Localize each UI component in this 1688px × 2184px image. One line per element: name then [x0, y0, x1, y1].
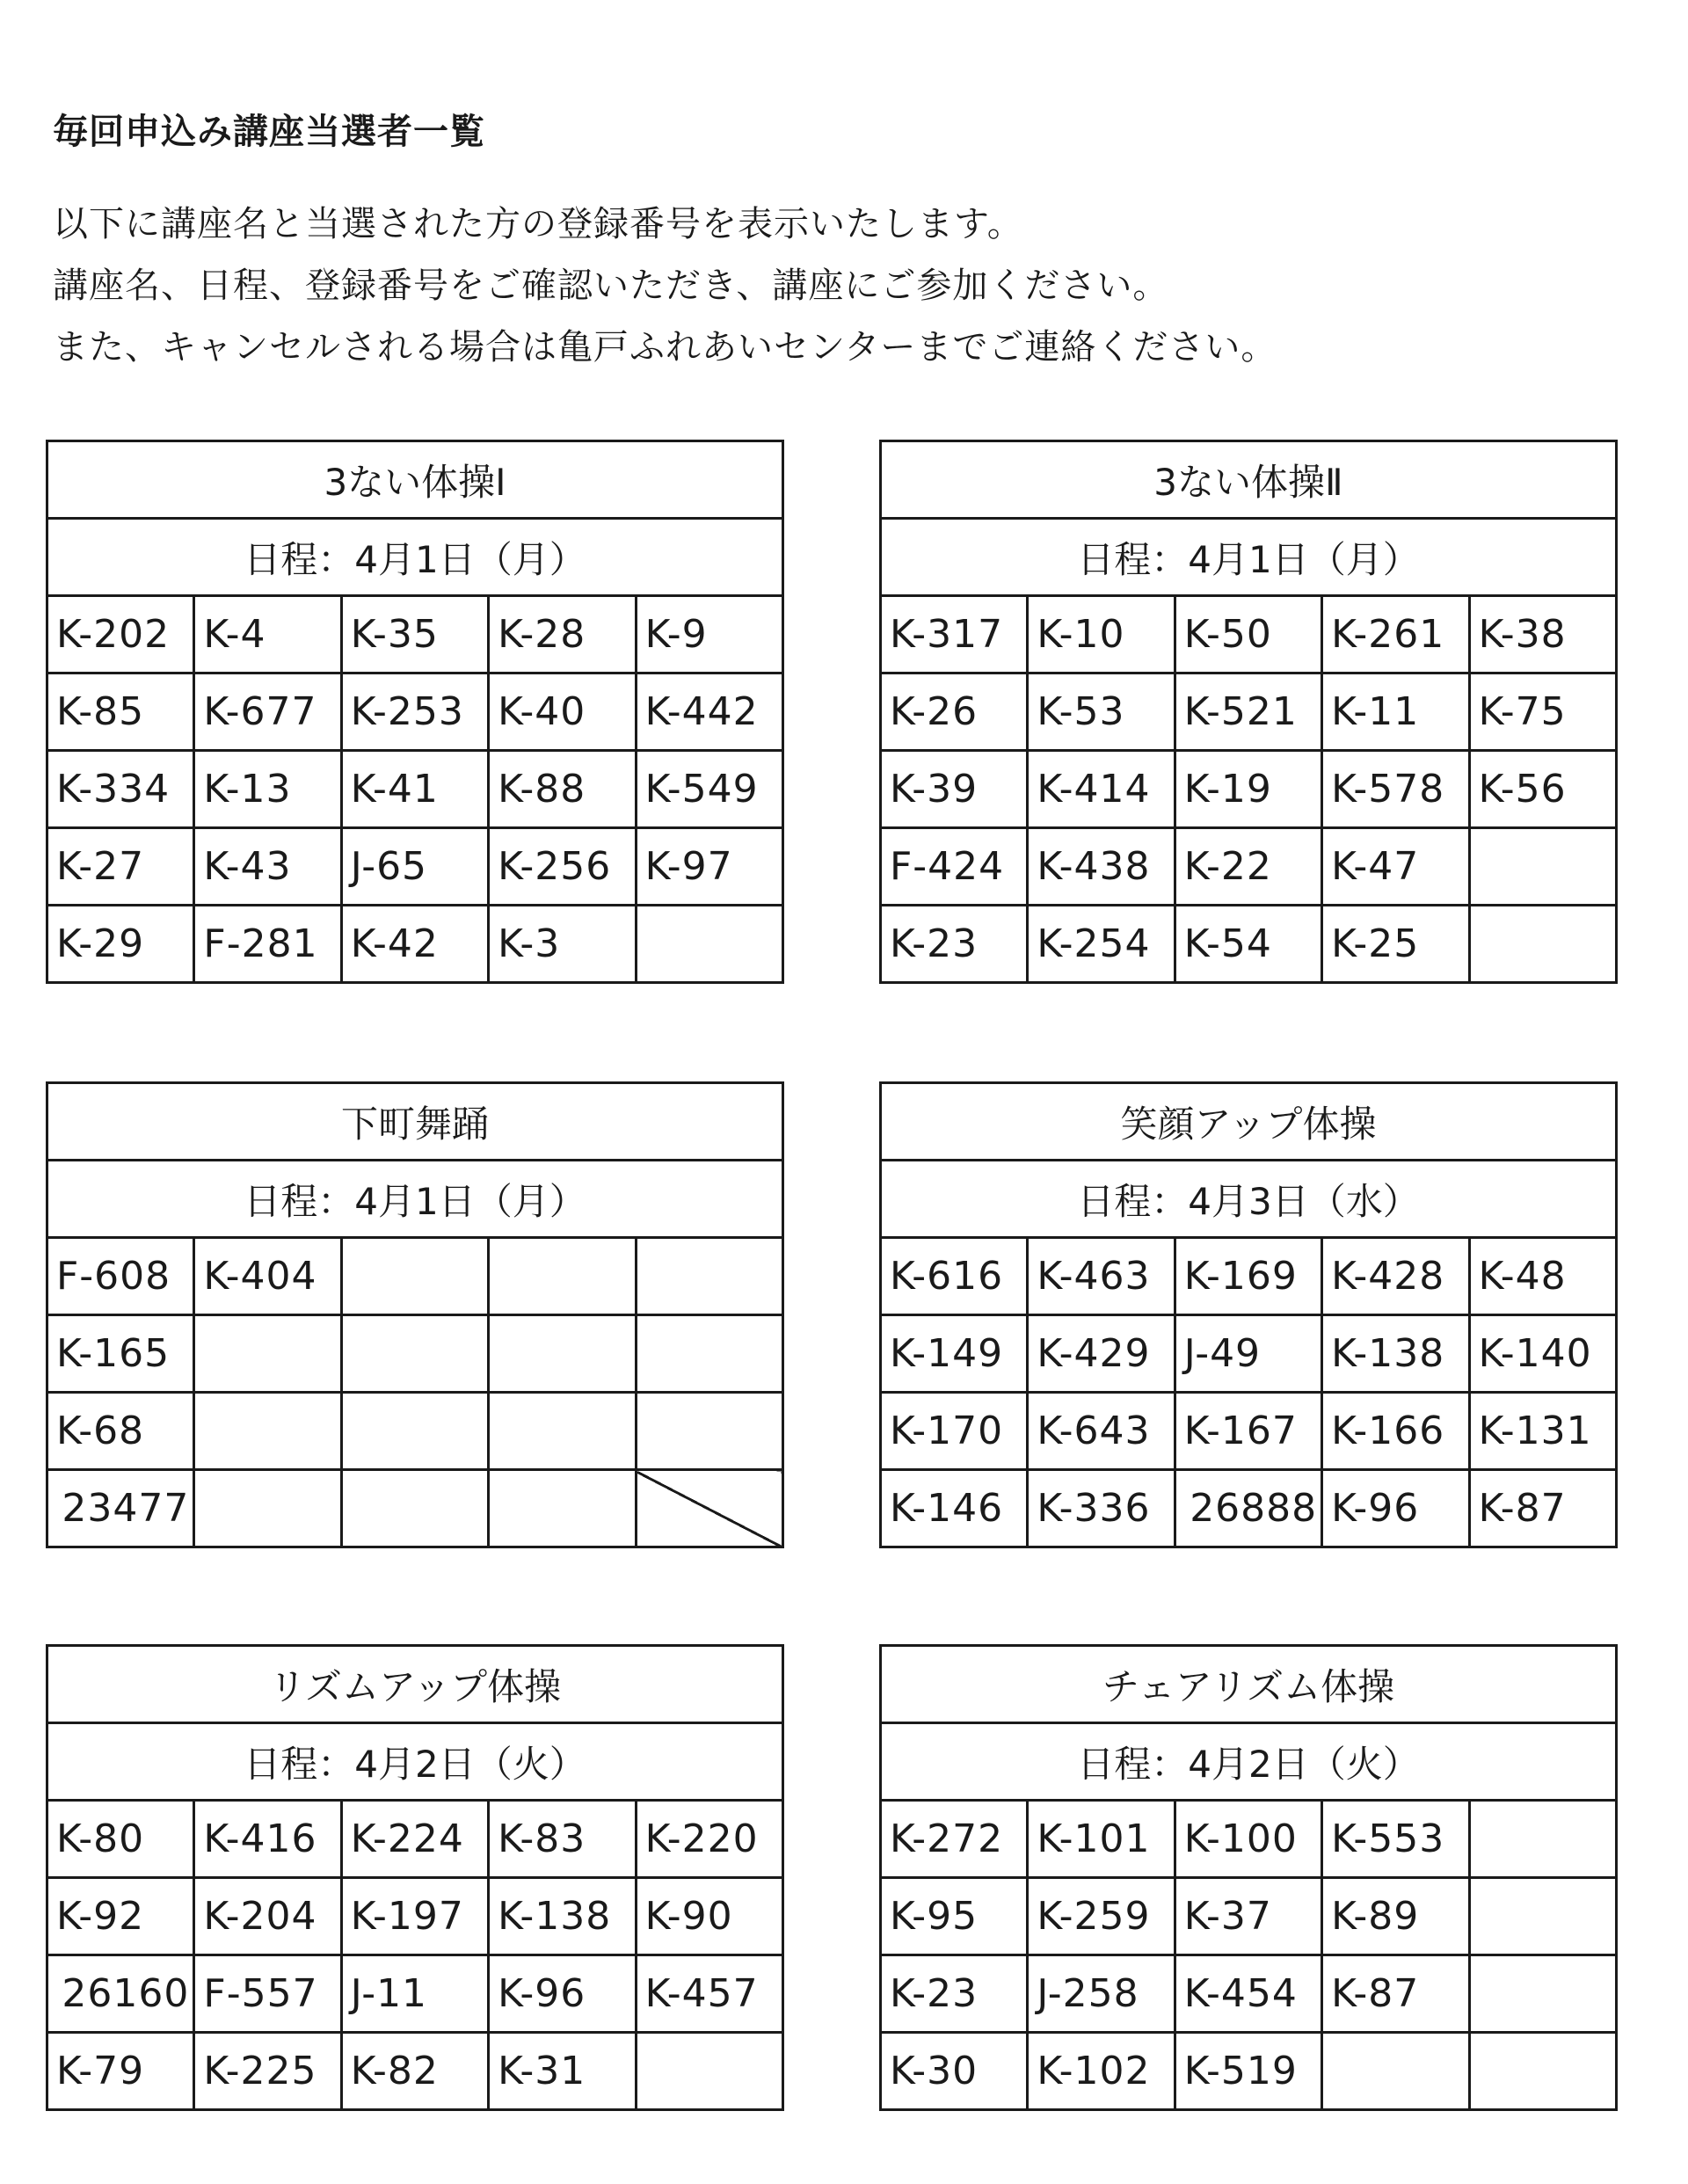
registration-number: J-49	[1175, 1315, 1321, 1393]
course-schedule: 日程：4月1日（月）	[47, 1161, 783, 1238]
registration-number: K-224	[341, 1801, 488, 1878]
empty-cell	[1469, 828, 1616, 906]
page-title: 毎回申込み講座当選者一覧	[53, 112, 485, 152]
registration-number: K-39	[881, 751, 1028, 828]
empty-cell	[1469, 1878, 1616, 1955]
registration-number: K-169	[1175, 1238, 1321, 1315]
registration-number: K-317	[881, 596, 1028, 673]
course-schedule: 日程：4月1日（月）	[47, 519, 783, 596]
registration-number: K-79	[47, 2033, 194, 2110]
course-name: 3ない体操Ⅰ	[47, 441, 783, 519]
empty-cell	[636, 1393, 782, 1470]
registration-number: J-65	[341, 828, 488, 906]
registration-number: K-549	[636, 751, 782, 828]
registration-number: K-47	[1322, 828, 1469, 906]
registration-number: K-96	[1322, 1470, 1469, 1547]
registration-number: K-166	[1322, 1393, 1469, 1470]
registration-number: K-3	[489, 906, 636, 983]
empty-cell	[489, 1238, 636, 1315]
intro-text	[53, 193, 1277, 378]
registration-number: K-37	[1175, 1878, 1321, 1955]
registration-number: K-167	[1175, 1393, 1321, 1470]
registration-number: K-254	[1028, 906, 1175, 983]
registration-number: K-28	[489, 596, 636, 673]
course-name: 下町舞踊	[47, 1083, 783, 1161]
empty-cell	[194, 1470, 341, 1547]
registration-number: K-253	[341, 673, 488, 751]
registration-number: K-140	[1469, 1315, 1616, 1393]
registration-number: K-261	[1322, 596, 1469, 673]
empty-cell	[1469, 1801, 1616, 1878]
registration-number: K-101	[1028, 1801, 1175, 1878]
empty-cell	[341, 1315, 488, 1393]
registration-number: K-170	[881, 1393, 1028, 1470]
course-table	[46, 440, 784, 984]
registration-number: K-54	[1175, 906, 1321, 983]
empty-cell	[636, 2033, 782, 2110]
void-cell-diagonal	[636, 1470, 782, 1547]
registration-number: K-9	[636, 596, 782, 673]
empty-cell	[341, 1393, 488, 1470]
registration-number: K-404	[194, 1238, 341, 1315]
registration-number: K-677	[194, 673, 341, 751]
registration-number: K-90	[636, 1878, 782, 1955]
registration-number: K-56	[1469, 751, 1616, 828]
registration-number: K-131	[1469, 1393, 1616, 1470]
course-table	[879, 1081, 1618, 1548]
registration-number: K-40	[489, 673, 636, 751]
registration-number: K-27	[47, 828, 194, 906]
registration-number: K-48	[1469, 1238, 1616, 1315]
registration-number: K-82	[341, 2033, 488, 2110]
registration-number: K-95	[881, 1878, 1028, 1955]
registration-number: K-220	[636, 1801, 782, 1878]
registration-number: K-438	[1028, 828, 1175, 906]
registration-number: K-259	[1028, 1878, 1175, 1955]
registration-number: K-463	[1028, 1238, 1175, 1315]
registration-number: K-138	[489, 1878, 636, 1955]
registration-number: K-31	[489, 2033, 636, 2110]
registration-number: K-429	[1028, 1315, 1175, 1393]
registration-number: K-11	[1322, 673, 1469, 751]
registration-number: J-258	[1028, 1955, 1175, 2033]
registration-number: K-87	[1322, 1955, 1469, 2033]
registration-number: K-442	[636, 673, 782, 751]
registration-number: K-204	[194, 1878, 341, 1955]
empty-cell	[1469, 2033, 1616, 2110]
registration-number: K-521	[1175, 673, 1321, 751]
registration-number: F-281	[194, 906, 341, 983]
registration-number: K-616	[881, 1238, 1028, 1315]
registration-number: K-138	[1322, 1315, 1469, 1393]
course-name: チェアリズム体操	[881, 1646, 1617, 1723]
registration-number: K-336	[1028, 1470, 1175, 1547]
intro-line: 以下に講座名と当選された方の登録番号を表示いたします。	[53, 204, 1023, 244]
registration-number: K-25	[1322, 906, 1469, 983]
registration-number: K-428	[1322, 1238, 1469, 1315]
registration-number: J-11	[341, 1955, 488, 2033]
registration-number: K-23	[881, 1955, 1028, 2033]
registration-number: 26160	[47, 1955, 194, 2033]
empty-cell	[489, 1315, 636, 1393]
registration-number: K-83	[489, 1801, 636, 1878]
registration-number: K-85	[47, 673, 194, 751]
registration-number: K-50	[1175, 596, 1321, 673]
registration-number: K-256	[489, 828, 636, 906]
registration-number: K-100	[1175, 1801, 1321, 1878]
empty-cell	[1469, 1955, 1616, 2033]
intro-line: また、キャンセルされる場合は亀戸ふれあいセンターまでご連絡ください。	[53, 327, 1277, 368]
registration-number: K-23	[881, 906, 1028, 983]
registration-number: K-68	[47, 1393, 194, 1470]
registration-number: K-146	[881, 1470, 1028, 1547]
course-table	[46, 1081, 784, 1548]
empty-cell	[341, 1470, 488, 1547]
empty-cell	[194, 1393, 341, 1470]
course-name: リズムアップ体操	[47, 1646, 783, 1723]
registration-number: K-197	[341, 1878, 488, 1955]
course-schedule: 日程：4月3日（水）	[881, 1161, 1617, 1238]
registration-number: K-13	[194, 751, 341, 828]
registration-number: K-272	[881, 1801, 1028, 1878]
empty-cell	[636, 1315, 782, 1393]
registration-number: K-519	[1175, 2033, 1321, 2110]
registration-number: K-88	[489, 751, 636, 828]
registration-number: K-4	[194, 596, 341, 673]
registration-number: K-43	[194, 828, 341, 906]
registration-number: K-102	[1028, 2033, 1175, 2110]
course-name: 笑顔アップ体操	[881, 1083, 1617, 1161]
registration-number: K-30	[881, 2033, 1028, 2110]
course-schedule: 日程：4月1日（月）	[881, 519, 1617, 596]
registration-number: F-608	[47, 1238, 194, 1315]
empty-cell	[636, 906, 782, 983]
registration-number: K-19	[1175, 751, 1321, 828]
registration-number: K-10	[1028, 596, 1175, 673]
registration-number: K-38	[1469, 596, 1616, 673]
course-schedule: 日程：4月2日（火）	[881, 1723, 1617, 1801]
registration-number: K-578	[1322, 751, 1469, 828]
registration-number: K-202	[47, 596, 194, 673]
registration-number: K-334	[47, 751, 194, 828]
empty-cell	[636, 1238, 782, 1315]
registration-number: K-41	[341, 751, 488, 828]
registration-number: K-75	[1469, 673, 1616, 751]
empty-cell	[341, 1238, 488, 1315]
course-schedule: 日程：4月2日（火）	[47, 1723, 783, 1801]
registration-number: F-557	[194, 1955, 341, 2033]
registration-number: K-29	[47, 906, 194, 983]
registration-number: K-35	[341, 596, 488, 673]
registration-number: K-42	[341, 906, 488, 983]
registration-number: K-96	[489, 1955, 636, 2033]
registration-number: 26888	[1175, 1470, 1321, 1547]
course-table	[879, 1644, 1618, 2111]
registration-number: K-454	[1175, 1955, 1321, 2033]
intro-line: 講座名、日程、登録番号をご確認いただき、講座にご参加ください。	[53, 266, 1169, 306]
registration-number: K-26	[881, 673, 1028, 751]
empty-cell	[194, 1315, 341, 1393]
registration-number: K-165	[47, 1315, 194, 1393]
registration-number: F-424	[881, 828, 1028, 906]
registration-number: K-416	[194, 1801, 341, 1878]
registration-number: K-553	[1322, 1801, 1469, 1878]
registration-number: K-89	[1322, 1878, 1469, 1955]
registration-number: K-80	[47, 1801, 194, 1878]
course-table	[879, 440, 1618, 984]
empty-cell	[489, 1470, 636, 1547]
registration-number: 23477	[47, 1470, 194, 1547]
registration-number: K-414	[1028, 751, 1175, 828]
registration-number: K-225	[194, 2033, 341, 2110]
registration-number: K-149	[881, 1315, 1028, 1393]
registration-number: K-53	[1028, 673, 1175, 751]
registration-number: K-22	[1175, 828, 1321, 906]
registration-number: K-457	[636, 1955, 782, 2033]
registration-number: K-92	[47, 1878, 194, 1955]
registration-number: K-87	[1469, 1470, 1616, 1547]
course-name: 3ない体操Ⅱ	[881, 441, 1617, 519]
empty-cell	[489, 1393, 636, 1470]
registration-number: K-97	[636, 828, 782, 906]
registration-number: K-643	[1028, 1393, 1175, 1470]
empty-cell	[1322, 2033, 1469, 2110]
course-table	[46, 1644, 784, 2111]
empty-cell	[1469, 906, 1616, 983]
